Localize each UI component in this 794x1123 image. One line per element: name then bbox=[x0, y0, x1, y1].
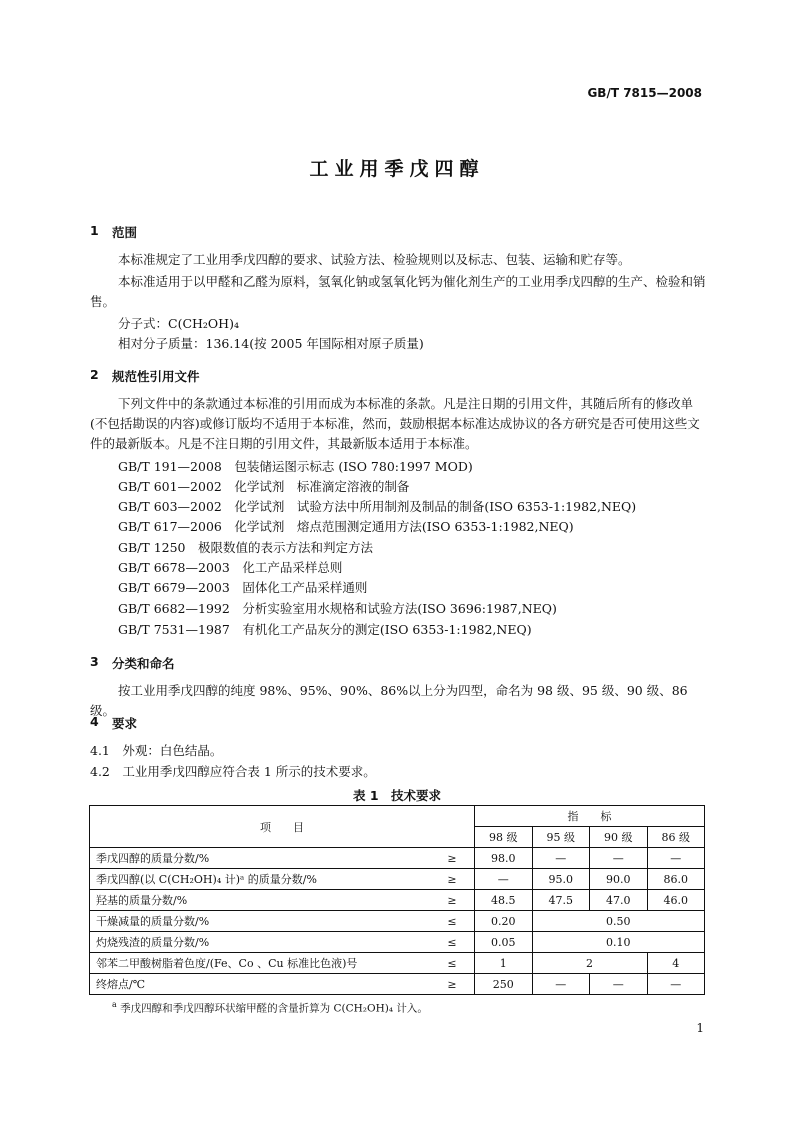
section-4-number: 4 bbox=[90, 714, 99, 729]
reference-item: GB/T 6678—2003 化工产品采样总则 bbox=[118, 560, 343, 575]
reference-item: GB/T 191—2008 包装储运图示标志 (ISO 780:1997 MOD) bbox=[118, 459, 473, 474]
cell-value: — bbox=[590, 848, 648, 869]
document-title: 工业用季戊四醇 bbox=[309, 158, 485, 180]
reference-item: GB/T 6682—1992 分析实验室用水规格和试验方法(ISO 3696:1987,NEQ) bbox=[118, 601, 557, 616]
row-item: 季戊四醇(以 C(CH₂OH)₄ 计)ᵃ 的质量分数/% bbox=[90, 869, 431, 890]
grade-header: 90 级 bbox=[590, 827, 648, 848]
cell-value: 250 bbox=[475, 974, 533, 995]
grade-header: 86 级 bbox=[647, 827, 705, 848]
row-item: 邻苯二甲酸树脂着色度/(Fe、Co 、Cu 标准比色液)号 bbox=[90, 953, 431, 974]
cell-value: 4 bbox=[647, 953, 705, 974]
cell-value: 2 bbox=[532, 953, 647, 974]
table-caption: 表 1 技术要求 bbox=[352, 788, 442, 803]
table-row bbox=[90, 869, 705, 890]
reference-item: GB/T 617—2006 化学试剂 熔点范围测定通用方法(ISO 6353-1:1982,NEQ) bbox=[118, 519, 574, 534]
scope-paragraph-2: 本标准适用于以甲醛和乙醛为原料，氢氧化钠或氢氧化钙为催化剂生产的工业用季戊四醇的生产、检验和销售。 bbox=[90, 274, 706, 309]
cell-value: 47.5 bbox=[532, 890, 590, 911]
reference-item: GB/T 6679—2003 固体化工产品采样通则 bbox=[118, 580, 368, 595]
cell-value: 0.05 bbox=[475, 932, 533, 953]
standard-number: GB/T 7815—2008 bbox=[587, 86, 702, 100]
footnote-text: 季戊四醇和季戊四醇环状缩甲醛的含量折算为 C(CH₂OH)₄ 计入。 bbox=[120, 1002, 428, 1015]
row-item: 灼烧残渣的质量分数/% bbox=[90, 932, 431, 953]
row-symbol: ≤ bbox=[430, 911, 475, 932]
cell-value: 0.10 bbox=[532, 932, 705, 953]
molecular-formula: 分子式：C(CH₂OH)₄ bbox=[118, 316, 239, 331]
row-item: 季戊四醇的质量分数/% bbox=[90, 848, 431, 869]
section-3-number: 3 bbox=[90, 654, 99, 669]
cell-value: 90.0 bbox=[590, 869, 648, 890]
cell-value: — bbox=[590, 974, 648, 995]
table-row bbox=[90, 911, 705, 932]
section-2-number: 2 bbox=[90, 367, 99, 382]
cell-value: — bbox=[532, 848, 590, 869]
row-symbol: ≥ bbox=[430, 869, 475, 890]
row-symbol: ≥ bbox=[430, 974, 475, 995]
classification-paragraph: 按工业用季戊四醇的纯度 98%、95%、90%、86%以上分为四型，命名为 98 级、95 级、90 级、86 级。 bbox=[90, 683, 688, 718]
cell-value: — bbox=[475, 869, 533, 890]
grade-header: 95 级 bbox=[532, 827, 590, 848]
table-footnote bbox=[112, 1000, 428, 1016]
section-2-title: 规范性引用文件 bbox=[112, 369, 200, 384]
technical-requirements-table bbox=[89, 805, 705, 995]
molecular-mass: 相对分子质量：136.14(按 2005 年国际相对原子质量) bbox=[118, 336, 424, 351]
row-item: 干燥减量的质量分数/% bbox=[90, 911, 431, 932]
reference-item: GB/T 7531—1987 有机化工产品灰分的测定(ISO 6353-1:1982,NEQ) bbox=[118, 622, 532, 637]
clause-4-2: 4.2 工业用季戊四醇应符合表 1 所示的技术要求。 bbox=[90, 764, 376, 779]
row-item: 终熔点/℃ bbox=[90, 974, 431, 995]
cell-value: 98.0 bbox=[475, 848, 533, 869]
row-item: 羟基的质量分数/% bbox=[90, 890, 431, 911]
table-row bbox=[90, 932, 705, 953]
clause-4-1: 4.1 外观：白色结晶。 bbox=[90, 743, 223, 758]
cell-value: 95.0 bbox=[532, 869, 590, 890]
section-3-title: 分类和命名 bbox=[112, 656, 175, 671]
section-1-number: 1 bbox=[90, 223, 99, 238]
cell-value: 0.20 bbox=[475, 911, 533, 932]
cell-value: — bbox=[532, 974, 590, 995]
table-row bbox=[90, 890, 705, 911]
row-symbol: ≤ bbox=[430, 953, 475, 974]
section-4-title: 要求 bbox=[112, 716, 138, 731]
cell-value: 46.0 bbox=[647, 890, 705, 911]
cell-value: — bbox=[647, 848, 705, 869]
cell-value: 47.0 bbox=[590, 890, 648, 911]
row-symbol: ≥ bbox=[430, 890, 475, 911]
page-number: 1 bbox=[696, 1021, 704, 1035]
table-header-item: 项 目 bbox=[90, 806, 475, 848]
table-row bbox=[90, 848, 705, 869]
grade-header: 98 级 bbox=[475, 827, 533, 848]
table-row bbox=[90, 953, 705, 974]
normative-references-paragraph: 下列文件中的条款通过本标准的引用而成为本标准的条款。凡是注日期的引用文件，其随后所有的修改单(不包括勘误的内容)或修订版均不适用于本标准，然而，鼓励根据本标准达成协议的各方研究是否可使用这些文件的最新版本。凡是不注日期的引用文件，其最新版本适用于本标准。 bbox=[90, 396, 700, 451]
cell-value: 48.5 bbox=[475, 890, 533, 911]
table-row bbox=[90, 974, 705, 995]
scope-paragraph-1: 本标准规定了工业用季戊四醇的要求、试验方法、检验规则以及标志、包装、运输和贮存等。 bbox=[118, 252, 631, 267]
cell-value: 0.50 bbox=[532, 911, 705, 932]
reference-item: GB/T 603—2002 化学试剂 试验方法中所用制剂及制品的制备(ISO 6353-1:1982,NEQ) bbox=[118, 499, 637, 514]
row-symbol: ≤ bbox=[430, 932, 475, 953]
cell-value: 1 bbox=[475, 953, 533, 974]
cell-value: 86.0 bbox=[647, 869, 705, 890]
reference-item: GB/T 601—2002 化学试剂 标准滴定溶液的制备 bbox=[118, 479, 410, 494]
section-1-title: 范围 bbox=[112, 225, 138, 240]
table-header-index: 指 标 bbox=[475, 806, 705, 827]
footnote-mark: a bbox=[112, 1000, 117, 1009]
reference-item: GB/T 1250 极限数值的表示方法和判定方法 bbox=[118, 540, 374, 555]
row-symbol: ≥ bbox=[430, 848, 475, 869]
cell-value: — bbox=[647, 974, 705, 995]
